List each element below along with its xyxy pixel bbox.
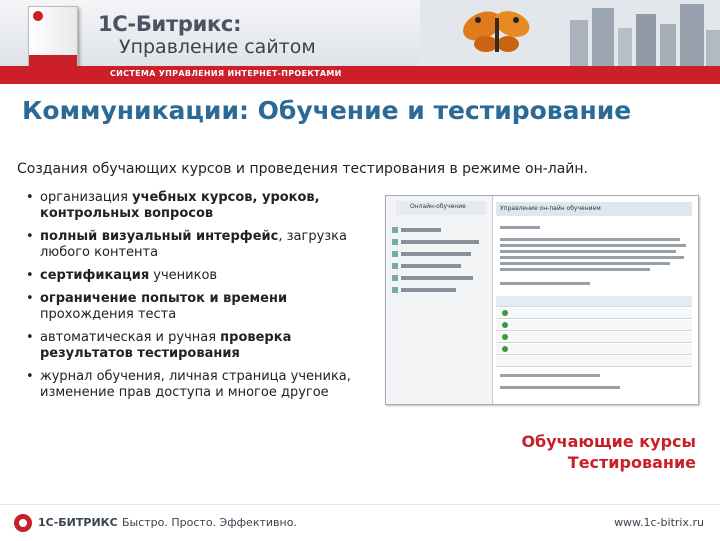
footer-brand: 1С-БИТРИКС: [38, 516, 118, 529]
caption-courses: Обучающие курсы: [521, 432, 696, 451]
screenshot-main-title: Управление он-лайн обучением: [500, 205, 601, 212]
product-box-image: [28, 6, 78, 66]
learning-module-screenshot: [385, 195, 699, 405]
product-name: Управление сайтом: [119, 36, 316, 58]
caption-testing: Тестирование: [567, 453, 696, 472]
slide-header: [0, 0, 720, 66]
header-tagline-bar: [0, 66, 720, 84]
feature-item: • ограничение попыток и времени прохождения теста: [22, 291, 382, 323]
screenshot-main: [496, 202, 692, 398]
feature-list: [22, 190, 382, 408]
screenshot-caption: [460, 431, 696, 473]
slide-lead: Создания обучающих курсов и проведения тестирования в режиме он-лайн.: [17, 161, 588, 177]
tagline: СИСТЕМА УПРАВЛЕНИЯ ИНТЕРНЕТ-ПРОЕКТАМИ: [110, 69, 342, 78]
footer-url: www.1c-bitrix.ru: [614, 516, 704, 529]
slide-title: Коммуникации: Обучение и тестирование: [22, 96, 632, 125]
feature-item: • полный визуальный интерфейс, загрузка любого контента: [22, 229, 382, 261]
bitrix-logo-icon: [33, 11, 43, 21]
screenshot-panel-title: Онлайн-обучение: [410, 203, 466, 210]
feature-item: • организация учебных курсов, уроков, контрольных вопросов: [22, 190, 382, 222]
feature-item: • журнал обучения, личная страница ученика, изменение прав доступа и многое другое: [22, 369, 382, 401]
slide-footer: [0, 504, 720, 541]
feature-item: • автоматическая и ручная проверка результатов тестирования: [22, 330, 382, 362]
bitrix-logo-icon: [14, 514, 32, 532]
screenshot-sidebar: [386, 196, 493, 404]
city-skyline-image: [420, 0, 720, 66]
footer-slogan: Быстро. Просто. Эффективно.: [122, 516, 297, 529]
brand-name: 1С-Битрикс:: [98, 12, 242, 36]
feature-item: • сертификация учеников: [22, 268, 382, 284]
